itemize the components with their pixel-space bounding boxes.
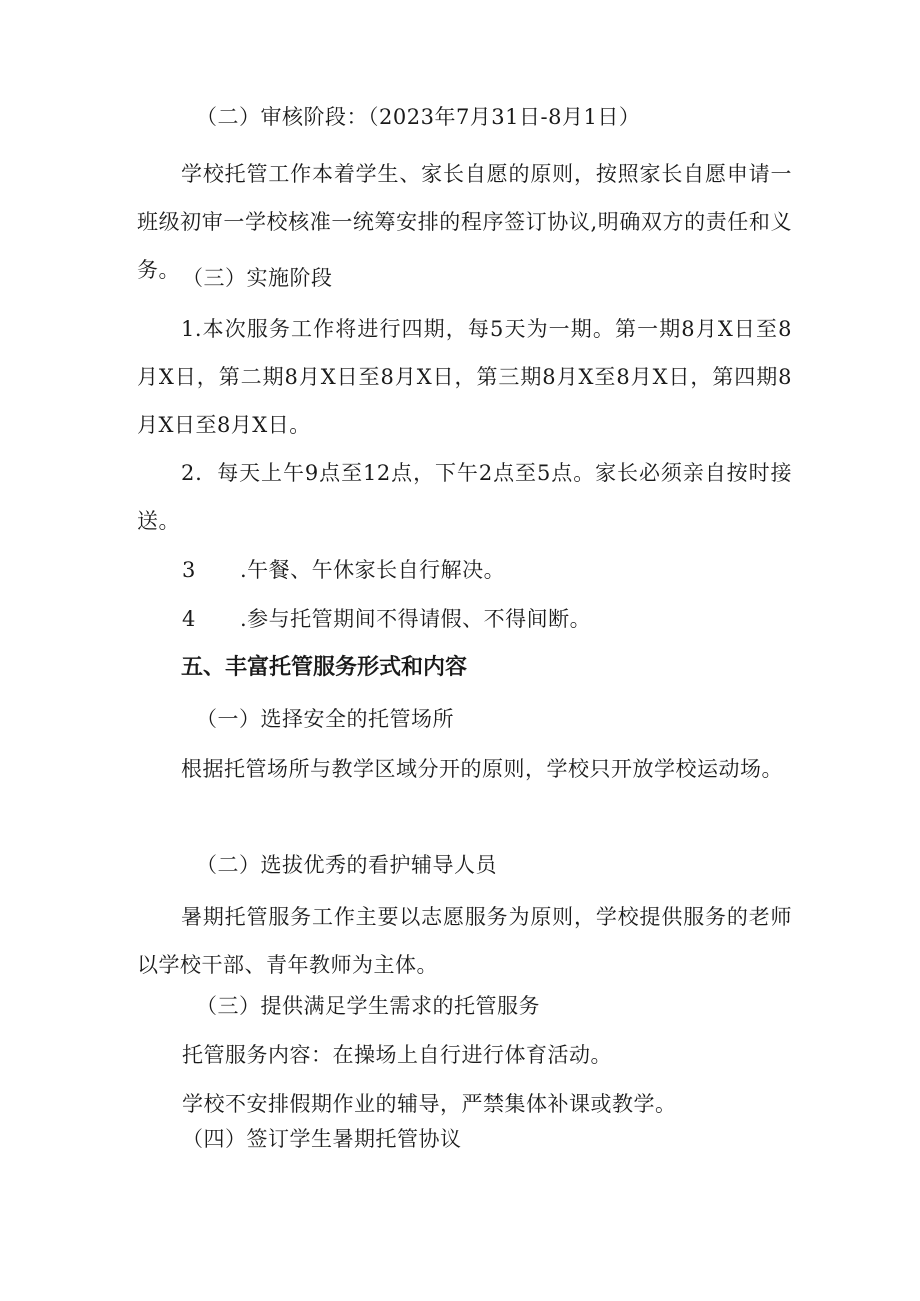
item-3-text: .午餐、午休家长自行解决。	[240, 558, 506, 582]
section-5-4-title: （四）签订学生暑期托管协议	[182, 1127, 462, 1151]
review-stage-paragraph: 学校托管工作本着学生、家长自愿的原则，按照家长自愿申请一班级初审一学校核准一统筹安排的程序签订协议,明确双方的责任和义务。	[137, 162, 792, 282]
section-5-heading: 五、丰富托管服务形式和内容	[181, 655, 468, 680]
implementation-item-3	[182, 555, 505, 585]
review-stage-title: （二）审核阶段：（2023年7月31日-8月1日）	[196, 105, 641, 129]
section-5-3-content-1: 托管服务内容：在操场上自行进行体育活动。	[182, 1043, 612, 1067]
implementation-item-1: 1.本次服务工作将进行四期，每5天为一期。第一期8月X日至8月X日，第二期8月X日至8月X日，第三期8月X至8月X日，第四期8月X日至8月X日。	[137, 317, 792, 437]
section-5-3-content-2: 学校不安排假期作业的辅导，严禁集体补课或教学。	[182, 1092, 677, 1116]
item-4-text: .参与托管期间不得请假、不得间断。	[240, 607, 592, 631]
section-5-2-title: （二）选拔优秀的看护辅导人员	[196, 853, 497, 877]
item-4-number: 4	[182, 607, 196, 631]
section-5-1-title: （一）选择安全的托管场所	[196, 707, 454, 731]
implementation-item-2: 2．每天上午9点至12点，下午2点至5点。家长必须亲自按时接送。	[137, 461, 792, 533]
implementation-item-4	[182, 604, 591, 634]
section-5-2-paragraph: 暑期托管服务工作主要以志愿服务为原则，学校提供服务的老师以学校干部、青年教师为主体。	[137, 905, 792, 977]
section-5-3-title: （三）提供满足学生需求的托管服务	[196, 994, 540, 1018]
item-3-number: 3	[182, 558, 196, 582]
section-5-1-paragraph: 根据托管场所与教学区域分开的原则，学校只开放学校运动场。	[181, 757, 783, 781]
implementation-stage-title: （三）实施阶段	[182, 266, 333, 290]
